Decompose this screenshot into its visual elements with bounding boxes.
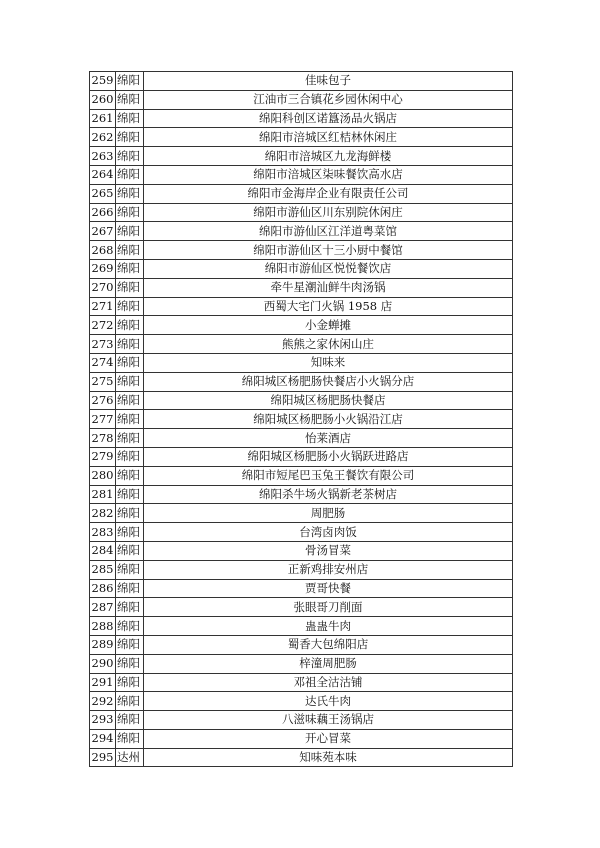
row-number-cell: 267: [90, 222, 116, 241]
table-row: [90, 447, 513, 466]
table-row: [90, 259, 513, 278]
row-number-cell: 265: [90, 184, 116, 203]
row-number-cell: 269: [90, 259, 116, 278]
table-row: [90, 316, 513, 335]
row-number-cell: 275: [90, 372, 116, 391]
table-row: [90, 72, 513, 91]
row-number-cell: 281: [90, 485, 116, 504]
row-number-cell: 268: [90, 241, 116, 260]
table-body: [90, 72, 513, 767]
business-name-cell: 周肥肠: [144, 504, 513, 523]
row-number-cell: 276: [90, 391, 116, 410]
city-cell: 绵阳: [116, 541, 144, 560]
city-cell: 绵阳: [116, 109, 144, 128]
city-cell: 绵阳: [116, 617, 144, 636]
table-row: [90, 278, 513, 297]
table-row: [90, 241, 513, 260]
city-cell: 绵阳: [116, 372, 144, 391]
city-cell: 绵阳: [116, 353, 144, 372]
city-cell: 绵阳: [116, 635, 144, 654]
city-cell: 绵阳: [116, 184, 144, 203]
city-cell: 绵阳: [116, 222, 144, 241]
row-number-cell: 295: [90, 748, 116, 767]
city-cell: 绵阳: [116, 579, 144, 598]
row-number-cell: 271: [90, 297, 116, 316]
city-cell: 达州: [116, 748, 144, 767]
table-row: [90, 165, 513, 184]
row-number-cell: 264: [90, 165, 116, 184]
table-row: [90, 297, 513, 316]
business-name-cell: 蛊蛊牛肉: [144, 617, 513, 636]
row-number-cell: 280: [90, 466, 116, 485]
city-cell: 绵阳: [116, 466, 144, 485]
business-name-cell: 绵阳市游仙区江洋道粤菜馆: [144, 222, 513, 241]
table-row: [90, 109, 513, 128]
business-name-cell: 绵阳市游仙区川东别院休闲庄: [144, 203, 513, 222]
table-row: [90, 617, 513, 636]
table-row: [90, 203, 513, 222]
business-name-cell: 蜀香大包绵阳店: [144, 635, 513, 654]
row-number-cell: 263: [90, 147, 116, 166]
row-number-cell: 293: [90, 711, 116, 730]
table-row: [90, 729, 513, 748]
table-row: [90, 523, 513, 542]
business-name-cell: 贾哥快餐: [144, 579, 513, 598]
city-cell: 绵阳: [116, 523, 144, 542]
business-name-cell: 牵牛星潮汕鲜牛肉汤锅: [144, 278, 513, 297]
business-name-cell: 绵阳城区杨肥肠快餐店: [144, 391, 513, 410]
business-name-cell: 八滋味藕王汤锅店: [144, 711, 513, 730]
row-number-cell: 284: [90, 541, 116, 560]
business-name-cell: 绵阳市涪城区九龙海鲜楼: [144, 147, 513, 166]
city-cell: 绵阳: [116, 316, 144, 335]
business-name-cell: 江油市三合镇花乡园休闲中心: [144, 90, 513, 109]
city-cell: 绵阳: [116, 203, 144, 222]
city-cell: 绵阳: [116, 147, 144, 166]
city-cell: 绵阳: [116, 673, 144, 692]
business-name-cell: 绵阳市游仙区十三小厨中餐馆: [144, 241, 513, 260]
city-cell: 绵阳: [116, 729, 144, 748]
table-row: [90, 410, 513, 429]
restaurant-table: [89, 71, 513, 767]
row-number-cell: 277: [90, 410, 116, 429]
table-row: [90, 654, 513, 673]
table-row: [90, 372, 513, 391]
table-row: [90, 90, 513, 109]
city-cell: 绵阳: [116, 165, 144, 184]
business-name-cell: 绵阳杀牛场火锅新老茶树店: [144, 485, 513, 504]
city-cell: 绵阳: [116, 335, 144, 354]
city-cell: 绵阳: [116, 410, 144, 429]
table-row: [90, 222, 513, 241]
city-cell: 绵阳: [116, 72, 144, 91]
business-name-cell: 小金蝉摊: [144, 316, 513, 335]
business-name-cell: 骨汤冒菜: [144, 541, 513, 560]
row-number-cell: 260: [90, 90, 116, 109]
row-number-cell: 278: [90, 429, 116, 448]
business-name-cell: 知味苑本味: [144, 748, 513, 767]
business-name-cell: 绵阳科创区诺簋汤品火锅店: [144, 109, 513, 128]
row-number-cell: 294: [90, 729, 116, 748]
business-name-cell: 知味来: [144, 353, 513, 372]
business-name-cell: 绵阳市涪城区柒味餐饮高水店: [144, 165, 513, 184]
business-name-cell: 绵阳城区杨肥肠快餐店小火锅分店: [144, 372, 513, 391]
table-row: [90, 504, 513, 523]
city-cell: 绵阳: [116, 692, 144, 711]
business-name-cell: 佳味包子: [144, 72, 513, 91]
table-row: [90, 748, 513, 767]
row-number-cell: 289: [90, 635, 116, 654]
table-row: [90, 128, 513, 147]
table-row: [90, 560, 513, 579]
row-number-cell: 282: [90, 504, 116, 523]
city-cell: 绵阳: [116, 259, 144, 278]
table-row: [90, 692, 513, 711]
row-number-cell: 291: [90, 673, 116, 692]
row-number-cell: 287: [90, 598, 116, 617]
table-row: [90, 673, 513, 692]
row-number-cell: 266: [90, 203, 116, 222]
city-cell: 绵阳: [116, 598, 144, 617]
table-row: [90, 466, 513, 485]
row-number-cell: 272: [90, 316, 116, 335]
table-row: [90, 635, 513, 654]
business-name-cell: 绵阳城区杨肥肠小火锅沿江店: [144, 410, 513, 429]
business-name-cell: 绵阳市游仙区悦悦餐饮店: [144, 259, 513, 278]
table-row: [90, 147, 513, 166]
table-row: [90, 541, 513, 560]
row-number-cell: 288: [90, 617, 116, 636]
table-row: [90, 335, 513, 354]
city-cell: 绵阳: [116, 504, 144, 523]
row-number-cell: 262: [90, 128, 116, 147]
table-row: [90, 598, 513, 617]
city-cell: 绵阳: [116, 429, 144, 448]
city-cell: 绵阳: [116, 128, 144, 147]
business-name-cell: 邓祖全沽沽铺: [144, 673, 513, 692]
business-name-cell: 西蜀大宅门火锅 1958 店: [144, 297, 513, 316]
business-name-cell: 开心冒菜: [144, 729, 513, 748]
city-cell: 绵阳: [116, 447, 144, 466]
city-cell: 绵阳: [116, 485, 144, 504]
row-number-cell: 290: [90, 654, 116, 673]
business-name-cell: 达氏牛肉: [144, 692, 513, 711]
row-number-cell: 292: [90, 692, 116, 711]
business-name-cell: 熊熊之家休闲山庄: [144, 335, 513, 354]
table-row: [90, 429, 513, 448]
row-number-cell: 274: [90, 353, 116, 372]
business-name-cell: 张眼哥刀削面: [144, 598, 513, 617]
city-cell: 绵阳: [116, 711, 144, 730]
city-cell: 绵阳: [116, 241, 144, 260]
row-number-cell: 273: [90, 335, 116, 354]
business-name-cell: 正新鸡排安州店: [144, 560, 513, 579]
row-number-cell: 283: [90, 523, 116, 542]
business-name-cell: 绵阳城区杨肥肠小火锅跃进路店: [144, 447, 513, 466]
city-cell: 绵阳: [116, 278, 144, 297]
city-cell: 绵阳: [116, 560, 144, 579]
city-cell: 绵阳: [116, 654, 144, 673]
row-number-cell: 270: [90, 278, 116, 297]
table-row: [90, 485, 513, 504]
row-number-cell: 279: [90, 447, 116, 466]
table-row: [90, 579, 513, 598]
business-name-cell: 绵阳市短尾巴玉兔王餐饮有限公司: [144, 466, 513, 485]
business-name-cell: 梓潼周肥肠: [144, 654, 513, 673]
city-cell: 绵阳: [116, 90, 144, 109]
city-cell: 绵阳: [116, 297, 144, 316]
city-cell: 绵阳: [116, 391, 144, 410]
business-name-cell: 台湾卤肉饭: [144, 523, 513, 542]
table-row: [90, 711, 513, 730]
business-name-cell: 绵阳市涪城区红桔林休闲庄: [144, 128, 513, 147]
table-row: [90, 353, 513, 372]
row-number-cell: 259: [90, 72, 116, 91]
row-number-cell: 286: [90, 579, 116, 598]
business-name-cell: 怡莱酒店: [144, 429, 513, 448]
table-row: [90, 391, 513, 410]
row-number-cell: 261: [90, 109, 116, 128]
row-number-cell: 285: [90, 560, 116, 579]
table-row: [90, 184, 513, 203]
business-name-cell: 绵阳市金海岸企业有限责任公司: [144, 184, 513, 203]
